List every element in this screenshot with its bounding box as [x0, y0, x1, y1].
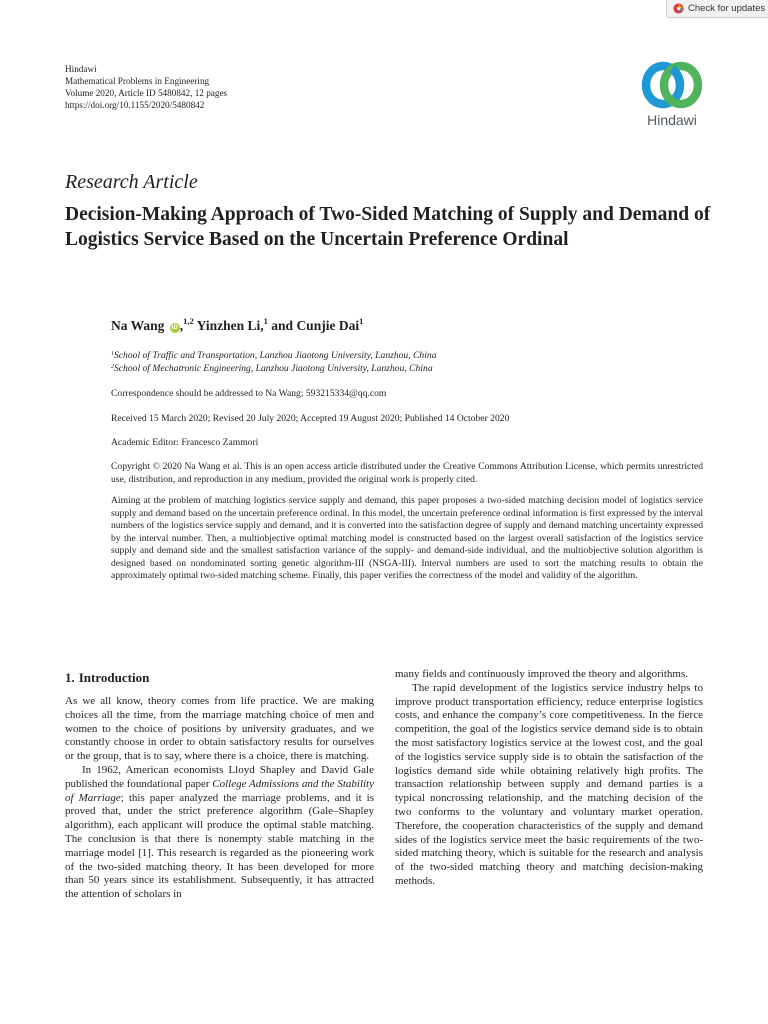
affiliation-superscript: 2	[111, 364, 114, 370]
author-superscript: 1	[263, 316, 268, 326]
volume-info: Volume 2020, Article ID 5480842, 12 pages	[65, 88, 228, 98]
doi-link[interactable]: https://doi.org/10.1155/2020/5480842	[65, 100, 205, 110]
affiliation-superscript: 1	[111, 351, 114, 357]
journal-info	[65, 63, 227, 111]
orcid-icon[interactable]: iD	[171, 325, 178, 331]
affiliation-text: School of Mechatronic Engineering, Lanzhou Jiaotong University, Lanzhou, China	[114, 363, 433, 374]
author-superscript: 1	[359, 316, 364, 326]
body-paragraph: many fields and continuously improved the theory and algorithms.	[395, 668, 688, 680]
affiliation-text: School of Traffic and Transportation, Lanzhou Jiaotong University, Lanzhou, China	[114, 350, 437, 361]
body-paragraph	[65, 764, 374, 902]
section-number: 1.	[65, 670, 75, 685]
check-for-updates-button[interactable]	[666, 0, 768, 18]
author-name: and Cunjie Dai	[271, 318, 360, 333]
paper-title: Decision-Making Approach of Two-Sided Matching of Supply and Demand of Logistics Service Based on the Uncertain Preference Ordinal	[65, 204, 711, 250]
affiliations	[111, 349, 437, 375]
author-list: Na Wang iD ,$^{1,2}$ Yinzhen Li,$^1$ and Cunjie Dai$^1$	[111, 316, 364, 333]
hindawi-logo-text: Hindawi	[647, 112, 697, 128]
journal-name: Mathematical Problems in Engineering	[65, 76, 210, 86]
copyright-notice: Copyright © 2020 Na Wang et al. This is an open access article distributed under the Creative Commons Attribution License, which permits unrestricted use, distribution, and reproduction in any medium, provided the original work is properly cited.	[111, 461, 703, 485]
hindawi-logo	[636, 60, 708, 134]
publisher-name: Hindawi	[65, 64, 97, 74]
publication-dates: Received 15 March 2020; Revised 20 July 2020; Accepted 19 August 2020; Published 14 October 2020	[111, 413, 510, 424]
section-heading	[65, 670, 149, 686]
paragraph-text: ; this paper analyzed the marriage problems, and it is proved that, under the strict preference algorithm (Gale–Shapley algorithm), each applicant will produce the optimal stable matching. The conclusion is that there is nonempty stable matching in the marriage model [1]. This research is regarded as the pioneering work of the two-sided matching theory. It has been developed for more than 50 years since its establishment. Subsequently, it has attracted the attention of scholars in	[65, 791, 374, 901]
article-type: Research Article	[65, 171, 198, 193]
body-column-right	[395, 668, 703, 889]
body-paragraph: As we all know, theory comes from life practice. We are making choices all the time, from the marriage matching choice of men and women to the choice of positions by university graduates, and we constantly choose in order to obtain satisfactory results for ourselves or the group, that is to say, where there is a choice, there is matching.	[65, 695, 374, 763]
author-name: Na Wang	[111, 318, 165, 333]
crossmark-icon	[673, 3, 684, 14]
paragraph-text: In 1962, American economists Lloyd Shapley and David Gale published the foundational paper	[65, 763, 374, 790]
correspondence-line: Correspondence should be addressed to Na Wang; 593215334@qq.com	[111, 388, 387, 399]
body-paragraph: The rapid development of the logistics service industry helps to improve product transportation efficiency, reduce enterprise logistics costs, and enhance the company’s core competitiveness. In the fierce competition, the goal of the logistics service demand side is to obtain the most satisfactory logistics service at the lowest cost, and the goal of the logistics service supply side is to obtain the satisfaction of the logistics demand side while obtaining relatively high profits. The transaction relationship between supply and demand parties is a typical noncrossing relationship, and the matching decision of the two conforms to the voluntary and voluntary market operation. Therefore, the cooperation characteristics of the supply and demand sides of the logistics service meet the basic requirements of the two-sided matching theory, which is suitable for the research and analysis of the two-sided matching theory and matching decision-making methods.	[395, 681, 703, 887]
affiliation-item	[111, 362, 437, 375]
hindawi-rings-icon	[639, 60, 705, 110]
cited-paper-title: College Admissions and the Stability of Marriage	[65, 777, 374, 804]
check-for-updates-label: Check for updates	[688, 3, 766, 14]
academic-editor: Academic Editor: Francesco Zammori	[111, 437, 259, 448]
body-column-left	[65, 695, 374, 902]
author-name: Yinzhen Li,	[196, 318, 264, 333]
affiliation-item	[111, 349, 437, 362]
abstract: Aiming at the problem of matching logistics service supply and demand, this paper proposes a two-sided matching decision model of logistics service supply and demand based on the uncertain preference ordinal. In this model, the uncertain preference ordinal information is first expressed by the interval numbers of the logistics service supply and demand, and it is converted into the satisfaction degree of supply and demand matching uncertainty expressed by the interval number. Then, a multiobjective optimal matching model is constructed based on the largest overall satisfaction of the logistics service supply and demand side and the smallest satisfaction variance of the supply- and demand-side individual, and the multiobjective solution algorithm is designed based on nondominated sorting genetic algorithm-III (NSGA-III). Interval numbers are used to sort the matching results to obtain the approximately optimal two-sided matching scheme. Finally, this paper verifies the correctness of the model and validity of the algorithm.	[111, 495, 703, 581]
section-title: Introduction	[78, 670, 150, 685]
author-superscript: 1,2	[183, 316, 194, 326]
